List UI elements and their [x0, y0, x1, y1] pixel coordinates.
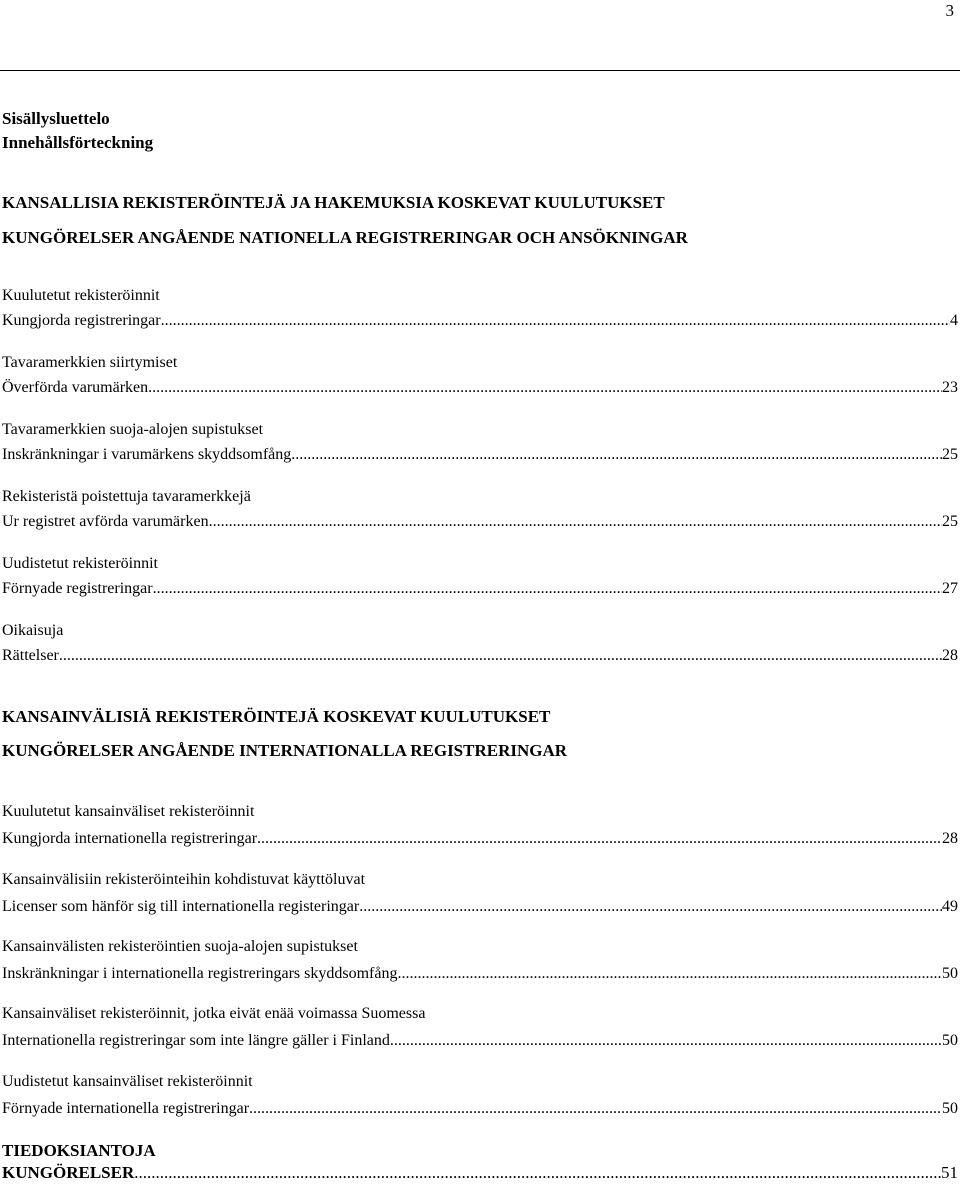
- dot-leader: [390, 1030, 942, 1052]
- toc-entry-label: Inskränkningar i internationella registreringars skyddsomfång: [2, 965, 398, 982]
- dot-leader: [249, 1098, 942, 1120]
- dot-leader: [257, 828, 942, 850]
- toc-entry-label: KUNGÖRELSER: [2, 1163, 135, 1182]
- dot-leader: [291, 444, 942, 466]
- toc-entry[interactable]: [2, 511, 958, 533]
- toc-entry[interactable]: [2, 444, 958, 466]
- dot-leader: [397, 963, 942, 985]
- toc-entry-label: Licenser som hänför sig till internationella registeringar: [2, 898, 360, 915]
- toc-entry-page: 23: [942, 379, 958, 396]
- national-heading-sv: KUNGÖRELSER ANGÅENDE NATIONELLA REGISTRERINGAR OCH ANSÖKNINGAR: [2, 228, 688, 247]
- toc-title-sv: Innehållsförteckning: [2, 133, 154, 152]
- toc-entry-label: Internationella registreringar som inte längre gäller i Finland: [2, 1032, 390, 1049]
- toc-entry-fi: Kansainvälisiin rekisteröinteihin kohdistuvat käyttöluvat: [2, 871, 366, 888]
- dot-leader: [59, 645, 942, 667]
- dot-leader: [134, 1162, 941, 1184]
- dot-leader: [161, 310, 950, 332]
- toc-entry-page: 28: [942, 647, 958, 664]
- toc-entry-fi: Kuulutetut rekisteröinnit: [2, 287, 160, 304]
- toc-entry[interactable]: [2, 1162, 958, 1184]
- national-heading-fi: KANSALLISIA REKISTERÖINTEJÄ JA HAKEMUKSIA KOSKEVAT KUULUTUKSET: [2, 193, 665, 212]
- toc-entry[interactable]: [2, 645, 958, 667]
- toc-entry-page: 51: [941, 1163, 958, 1182]
- toc-entry-fi: Tavaramerkkien suoja-alojen supistukset: [2, 421, 264, 438]
- dot-leader: [359, 896, 942, 918]
- toc-entry-fi: Kuulutetut kansainväliset rekisteröinnit: [2, 803, 255, 820]
- header-rule: [0, 70, 960, 71]
- toc-entry-fi: Uudistetut rekisteröinnit: [2, 555, 158, 572]
- notices-heading-fi: TIEDOKSIANTOJA: [2, 1141, 156, 1160]
- toc-entry-label: Förnyade registreringar: [2, 580, 153, 597]
- dot-leader: [153, 578, 942, 600]
- toc-entry[interactable]: [2, 963, 958, 985]
- toc-entry-page: 28: [942, 830, 958, 847]
- toc-entry-fi: Kansainvälisten rekisteröintien suoja-alojen supistukset: [2, 938, 358, 955]
- toc-entry-label: Rättelser: [2, 647, 59, 664]
- toc-entry-label: Inskränkningar i varumärkens skyddsomfång: [2, 446, 292, 463]
- dot-leader: [209, 511, 942, 533]
- toc-entry-page: 49: [942, 898, 958, 915]
- toc-entry-fi: Uudistetut kansainväliset rekisteröinnit: [2, 1073, 253, 1090]
- toc-entry-fi: Kansainväliset rekisteröinnit, jotka eivät enää voimassa Suomessa: [2, 1005, 426, 1022]
- toc-entry[interactable]: [2, 1098, 958, 1120]
- toc-entry[interactable]: [2, 896, 958, 918]
- toc-entry-page: 4: [950, 312, 958, 329]
- toc-entry[interactable]: [2, 578, 958, 600]
- toc-entry-label: Kungjorda registreringar: [2, 312, 161, 329]
- toc-entry-fi: Rekisteristä poistettuja tavaramerkkejä: [2, 488, 251, 505]
- toc-entry[interactable]: [2, 377, 958, 399]
- international-heading-sv: KUNGÖRELSER ANGÅENDE INTERNATIONALLA REGISTRERINGAR: [2, 741, 568, 760]
- toc-entry-page: 50: [942, 965, 958, 982]
- toc-entry[interactable]: [2, 310, 958, 332]
- international-heading-fi: KANSAINVÄLISIÄ REKISTERÖINTEJÄ KOSKEVAT KUULUTUKSET: [2, 707, 551, 726]
- dot-leader: [148, 377, 942, 399]
- toc-entry-label: Ur registret avförda varumärken: [2, 513, 209, 530]
- toc-entry-fi: Oikaisuja: [2, 622, 64, 639]
- toc-entry-page: 27: [942, 580, 958, 597]
- toc-entry-page: 25: [942, 446, 958, 463]
- toc-title-fi: Sisällysluettelo: [2, 109, 110, 128]
- page-number: 3: [945, 1, 954, 20]
- toc-entry-page: 50: [942, 1032, 958, 1049]
- toc-entry-fi: Tavaramerkkien siirtymiset: [2, 354, 178, 371]
- toc-entry-page: 25: [942, 513, 958, 530]
- toc-entry-page: 50: [942, 1100, 958, 1117]
- toc-entry[interactable]: [2, 828, 958, 850]
- toc-entry-label: Överförda varumärken: [2, 379, 149, 396]
- toc-entry-label: Förnyade internationella registreringar: [2, 1100, 250, 1117]
- toc-entry[interactable]: [2, 1030, 958, 1052]
- toc-entry-label: Kungjorda internationella registreringar: [2, 830, 258, 847]
